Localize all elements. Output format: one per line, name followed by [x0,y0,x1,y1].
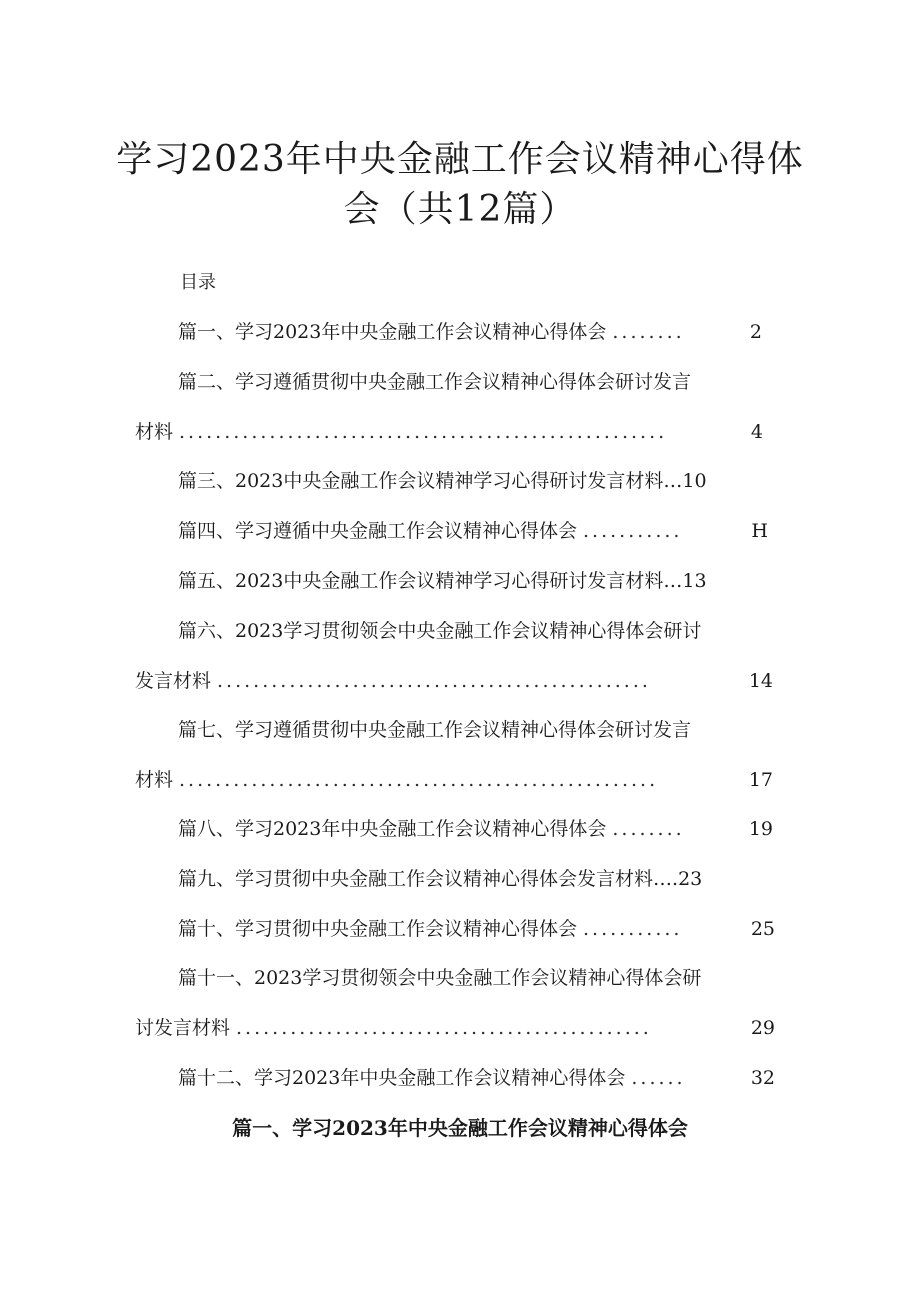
toc-entry-5[interactable] [178,567,707,595]
toc-page-number: 17 [748,769,773,791]
toc-entry-1[interactable] [178,318,762,346]
toc-page-number: 14 [748,670,773,692]
toc-entry-text: 篇二、学习遵循贯彻中央金融工作会议精神心得体会研讨发言 [178,371,692,393]
toc-entry-text: 篇一、学习2023年中央金融工作会议精神心得体会 [178,321,607,343]
toc-page-number: 25 [750,918,775,940]
toc-entry-6-continued[interactable] [135,667,773,695]
toc-entry-text: 篇十二、学习2023年中央金融工作会议精神心得体会 [178,1067,626,1089]
toc-leader: ..................................................... [179,769,659,791]
toc-entry-8[interactable] [178,815,773,843]
toc-entry-11[interactable] [178,964,701,992]
toc-entry-text: 篇九、学习贯彻中央金融工作会议精神心得体会发言材料 [178,868,654,890]
toc-entry-text: 材料 [135,421,174,443]
toc-entry-text: 篇七、学习遵循贯彻中央金融工作会议精神心得体会研讨发言 [178,719,692,741]
toc-entry-2-continued[interactable] [135,418,763,446]
toc-entry-text: 篇四、学习遵循中央金融工作会议精神心得体会 [178,520,578,542]
toc-leader: ........... [583,918,683,940]
document-title-line-2: 会（共12篇） [343,189,577,230]
toc-leader: ...... [631,1067,686,1089]
toc-page-number: H [751,520,768,542]
document-title-line-1: 学习2023年中央金融工作会议精神心得体 [116,139,804,180]
toc-entry-9[interactable] [178,865,702,893]
toc-entry-2[interactable] [178,368,691,396]
toc-entry-10[interactable] [178,915,775,943]
toc-entry-11-continued[interactable] [135,1014,775,1042]
toc-entry-12[interactable] [178,1064,775,1092]
toc-page-number: 32 [750,1067,775,1089]
toc-entry-text: 篇十一、2023学习贯彻领会中央金融工作会议精神心得体会研 [178,967,702,989]
toc-leader: .............................................. [236,1017,652,1039]
toc-entry-text: 篇三、2023中央金融工作会议精神学习心得研讨发言材料 [178,470,664,492]
toc-entry-text: 篇五、2023中央金融工作会议精神学习心得研讨发言材料 [178,570,664,592]
toc-leader: ........... [583,520,683,542]
toc-entry-text: 材料 [135,769,174,791]
toc-entry-6[interactable] [178,617,701,645]
toc-page-number: 10 [682,470,707,492]
toc-page-number: 4 [750,421,763,443]
toc-entry-3[interactable] [178,467,707,495]
toc-leader: ........ [612,321,685,343]
toc-entry-text: 讨发言材料 [135,1017,231,1039]
toc-page-number: 13 [682,570,707,592]
toc-page-number: 29 [750,1017,775,1039]
toc-leader: ...................................................... [179,421,668,443]
toc-entry-text: 篇六、2023学习贯彻领会中央金融工作会议精神心得体会研讨 [178,620,702,642]
toc-leader: …. [653,868,679,890]
toc-entry-text: 篇八、学习2023年中央金融工作会议精神心得体会 [178,818,607,840]
toc-entry-4[interactable] [178,517,768,545]
toc-entry-7-continued[interactable] [135,766,773,794]
section-heading: 篇一、学习2023年中央金融工作会议精神心得体会 [232,1116,688,1140]
toc-leader: ........ [612,818,685,840]
toc-heading: 目录 [180,272,216,293]
toc-page-number: 23 [678,868,703,890]
toc-entry-text: 发言材料 [135,670,212,692]
toc-entry-text: 篇十、学习贯彻中央金融工作会议精神心得体会 [178,918,578,940]
toc-leader: … [663,470,683,492]
toc-entry-7[interactable] [178,716,691,744]
toc-leader: ................................................ [217,670,651,692]
toc-leader: … [663,570,683,592]
toc-page-number: 2 [749,321,762,343]
toc-page-number: 19 [748,818,773,840]
